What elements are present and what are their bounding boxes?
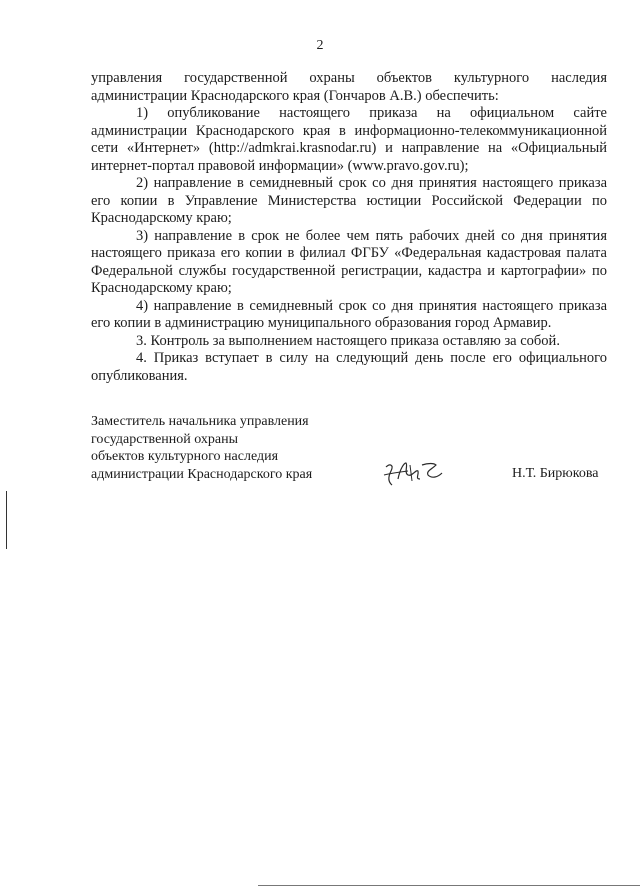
paragraph-item-1: 1) опубликование настоящего приказа на официальном сайте администрации Краснодарского края в информационно-телекоммуникационной сети «Интернет» (http://admkrai.krasnodar.ru) и направление на «Официальный интернет-портал правовой информации» (www.pravo.gov.ru); [91,105,607,174]
signer-position-line: объектов культурного наследия [91,449,279,465]
signature-block [91,413,611,483]
signer-position-line: государственной охраны [91,431,239,447]
paragraph-clause-3: 3. Контроль за выполнением настоящего приказа оставляю за собой. [136,332,560,349]
margin-scan-mark [6,491,7,549]
handwritten-signature [382,457,448,489]
paragraph-continuation: управления государственной охраны объектов культурного наследия администрации Краснодарского края (Гончаров А.В.) обеспечить: [91,70,607,104]
paragraph-item-4: 4) направление в семидневный срок со дня принятия настоящего приказа его копии в администрацию муниципального образования город Армавир. [91,297,607,331]
signer-position-line: Заместитель начальника управления [91,414,309,429]
document-body [91,70,607,385]
page-number: 2 [316,38,324,53]
bottom-scan-line [258,885,640,886]
paragraph-item-3: 3) направление в срок не более чем пять рабочих дней со дня принятия настоящего приказа его копии в филиал ФГБУ «Федеральная кадастровая палата Федеральной службы государственной регистрации, кадастра и картографии» по Краснодарскому краю; [91,227,607,296]
paragraph-clause-4: 4. Приказ вступает в силу на следующий день после его официального опубликования. [91,350,607,384]
signer-name: Н.Т. Бирюкова [512,466,599,481]
paragraph-item-2: 2) направление в семидневный срок со дня принятия настоящего приказа его копии в Управление Министерства юстиции Российской Федерации по Краснодарскому краю; [91,175,607,226]
signer-position-line: администрации Краснодарского края [91,466,313,482]
